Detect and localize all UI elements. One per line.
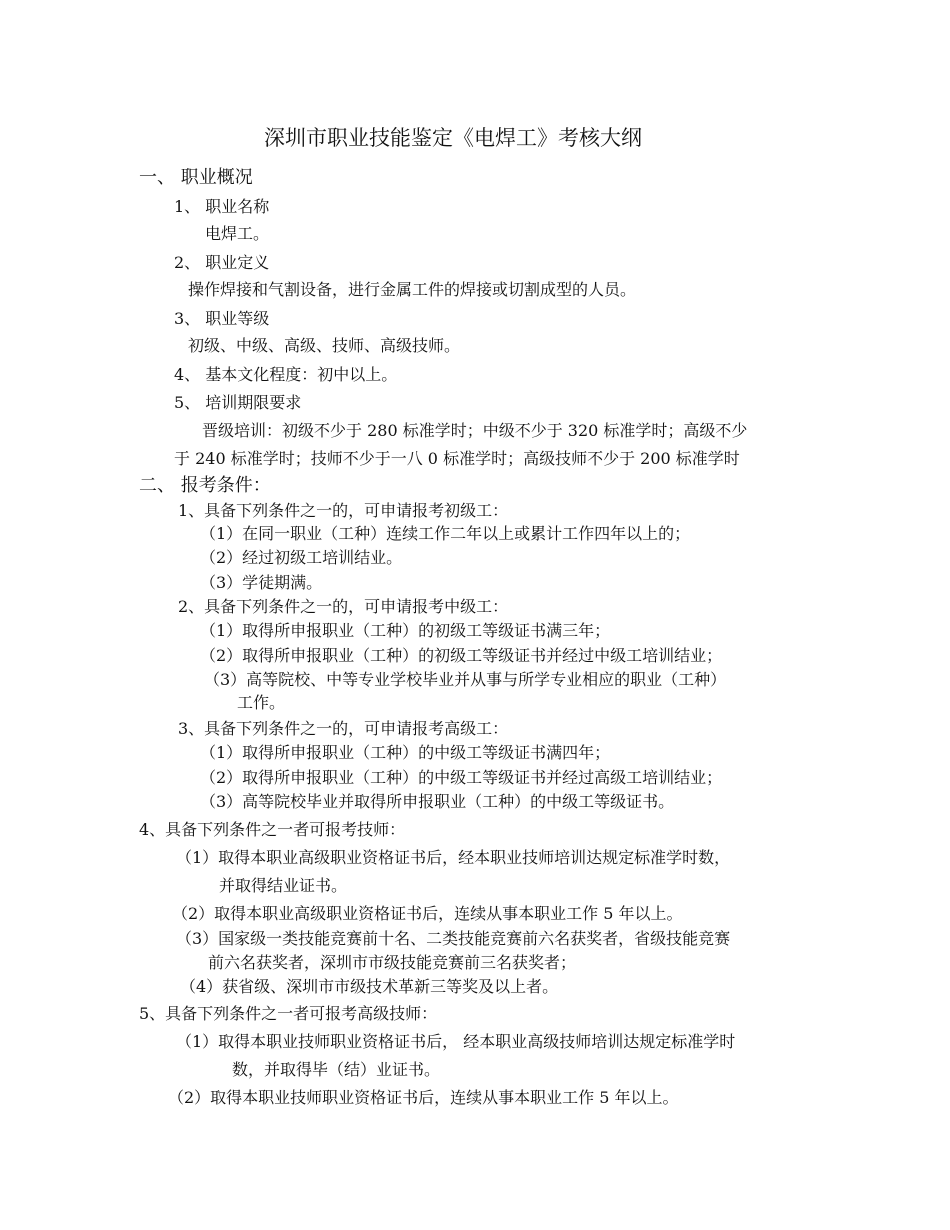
- condition-1-a: （1）在同一职业（工种）连续工作二年以上或累计工作四年以上的；: [200, 524, 691, 543]
- item-3-text: 初级、中级、高级、技师、高级技师。: [188, 336, 461, 355]
- item-2-text: 操作焊接和气割设备，进行金属工件的焊接或切割成型的人员。: [188, 280, 637, 299]
- condition-2-b: （2）取得所申报职业（工种）的初级工等级证书并经过中级工培训结业；: [200, 646, 723, 665]
- item-3-heading: 3、 职业等级: [174, 309, 270, 328]
- section-2-heading: 二、 报考条件：: [139, 475, 271, 496]
- item-5-text-line-2: 于 240 标准学时；技师不少于一八 0 标准学时；高级技师不少于 200 标准学时: [174, 449, 740, 468]
- condition-4-c-line-1: （3）国家级一类技能竞赛前十名、二类技能竞赛前六名获奖者，省级技能竞赛: [176, 929, 731, 948]
- condition-1-c: （3）学徒期满。: [200, 573, 323, 592]
- item-5-heading: 5、 培训期限要求: [174, 393, 302, 412]
- item-1-text: 电焊工。: [205, 224, 270, 243]
- item-2-heading: 2、 职业定义: [174, 253, 270, 272]
- condition-4-d: （4）获省级、深圳市市级技术革新三等奖及以上者。: [180, 977, 559, 996]
- document-title: 深圳市职业技能鉴定《电焊工》考核大纲: [264, 126, 642, 150]
- condition-2-a: （1）取得所申报职业（工种）的初级工等级证书满三年；: [200, 621, 611, 640]
- condition-3-b: （2）取得所申报职业（工种）的中级工等级证书并经过高级工培训结业；: [200, 768, 723, 787]
- condition-4-a-line-1: （1）取得本职业高级职业资格证书后，经本职业技师培训达规定标准学时数，: [176, 848, 731, 867]
- condition-4-b: （2）取得本职业高级职业资格证书后，连续从事本职业工作 5 年以上。: [172, 904, 683, 923]
- section-1-heading: 一、 职业概况: [139, 167, 253, 188]
- condition-2-c-line-1: （3）高等院校、中等专业学校毕业并从事与所学专业相应的职业（工种）: [204, 670, 727, 689]
- condition-4-a-line-2: 并取得结业证书。: [219, 876, 348, 895]
- item-1-heading: 1、 职业名称: [174, 197, 270, 216]
- condition-4-heading: 4、具备下列条件之一者可报考技师：: [139, 820, 406, 839]
- condition-2-heading: 2、具备下列条件之一的，可申请报考中级工：: [178, 597, 509, 616]
- item-4-heading: 4、 基本文化程度：初中以上。: [174, 365, 398, 384]
- condition-5-a-line-2: 数，并取得毕（结）业证书。: [232, 1060, 441, 1079]
- condition-3-a: （1）取得所申报职业（工种）的中级工等级证书满四年；: [200, 743, 611, 762]
- condition-3-heading: 3、具备下列条件之一的，可申请报考高级工：: [178, 719, 509, 738]
- condition-1-b: （2）经过初级工培训结业。: [200, 548, 403, 567]
- condition-2-c-line-2: 工作。: [237, 693, 286, 712]
- condition-5-a-line-1: （1）取得本职业技师职业资格证书后， 经本职业高级技师培训达规定标准学时: [176, 1032, 736, 1051]
- condition-3-c: （3）高等院校毕业并取得所申报职业（工种）的中级工等级证书。: [200, 792, 675, 811]
- condition-5-b: （2）取得本职业技师职业资格证书后，连续从事本职业工作 5 年以上。: [168, 1088, 679, 1107]
- item-5-text-line-1: 晋级培训：初级不少于 280 标准学时；中级不少于 320 标准学时；高级不少: [202, 421, 748, 440]
- condition-1-heading: 1、具备下列条件之一的，可申请报考初级工：: [178, 501, 509, 520]
- condition-5-heading: 5、具备下列条件之一者可报考高级技师：: [139, 1004, 438, 1023]
- condition-4-c-line-2: 前六名获奖者，深圳市市级技能竞赛前三名获奖者；: [208, 953, 577, 972]
